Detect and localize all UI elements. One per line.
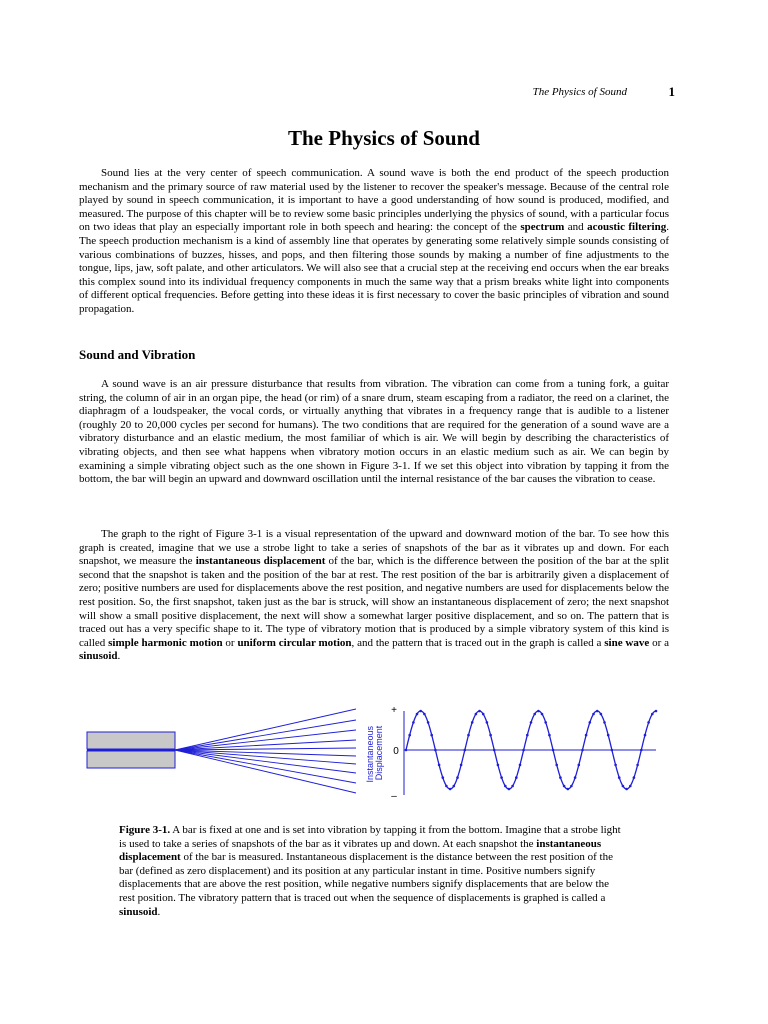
snapshot-point (526, 734, 529, 737)
figure-caption (119, 824, 627, 919)
snapshot-point (574, 776, 577, 779)
page-number: 1 (668, 84, 675, 99)
y-axis-label-line1: Instantaneous (365, 725, 375, 783)
snapshot-point (427, 721, 430, 724)
snapshot-point (478, 710, 481, 713)
snapshot-point (600, 713, 603, 716)
snapshot-point (563, 785, 566, 788)
snapshot-point (530, 721, 533, 724)
snapshot-point (611, 749, 614, 752)
snapshot-point (453, 785, 456, 788)
svg-text:Instantaneous Displaceme (365, 723, 384, 782)
snapshot-point (471, 721, 474, 724)
snapshot-point (489, 734, 492, 737)
snapshot-point (445, 785, 448, 788)
snapshot-point (467, 734, 470, 737)
snapshot-point (636, 764, 639, 767)
snapshot-fan-lines (175, 709, 356, 793)
snapshot-point (423, 713, 426, 716)
snapshot-line (175, 730, 356, 750)
snapshot-point (519, 764, 522, 767)
text-run: or a (649, 636, 669, 649)
snapshot-point (537, 710, 540, 713)
figure-3-1-graphic (86, 703, 658, 803)
snapshot-line (175, 709, 356, 750)
snapshot-point (497, 764, 500, 767)
y-axis-label-line2: Displacement (374, 725, 384, 781)
snapshot-point (548, 734, 551, 737)
term-uniform-circular-motion: uniform circular motion (237, 636, 352, 649)
text-run: . (117, 650, 121, 663)
snapshot-point (618, 776, 621, 779)
y-axis-plus-label: + (391, 705, 397, 716)
snapshot-point (419, 710, 422, 713)
snapshot-point (633, 776, 636, 779)
term-instantaneous-displacement: instantaneous displacement (195, 555, 326, 568)
snapshot-point (570, 785, 573, 788)
text-run: The graph to the right of Figure 3-1 is a visual representation of the upward and downward motion of the bar. To see how this graph is created, imagine that we use a strobe light to take a series of snapshots of the bar as it vibrates up and down. For each snapshot, we measure the (79, 528, 669, 568)
y-axis-minus-label: – (391, 791, 397, 802)
text-run: of the bar is measured. Instantaneous displacement is the distance between the rest position of the bar (defined as zero displacement) and its position at any particular instant in time. Positive numbers signify displacements that are above the rest position, while negative numbers signify displacements that are below the rest position. The vibratory pattern that is traced out when the sequence of displacements is graphed is called a (119, 851, 613, 904)
snapshot-point (596, 710, 599, 713)
vibrating-bar (87, 732, 175, 768)
snapshot-point (442, 776, 445, 779)
snapshot-point (508, 788, 511, 791)
snapshot-point (475, 713, 478, 716)
snapshot-point (434, 749, 437, 752)
snapshot-point (493, 749, 496, 752)
snapshot-point (438, 764, 441, 767)
text-run: of the bar, which is the difference between the position of the bar at the split second that the snapshot is taken and the position of the bar at rest. The rest position of the bar is arbitrarily given a displacement of zero; positive numbers are used for displacements above the rest position, and negative numbers are used for displacements below the rest position. So, the first snapshot, taken just as the bar is struck, will show an instantaneous displacement of zero; the next snapshot will show a small positive displacement, the next will show a somewhat larger positive displacement, and so on. The pattern that is traced out has a very specific shape to it. The type of vibratory motion that is produced by a simple vibratory system of this kind is called (79, 555, 669, 649)
snapshot-point (647, 721, 650, 724)
snapshot-point (651, 713, 654, 716)
snapshot-point (552, 749, 555, 752)
snapshot-point (449, 788, 452, 791)
term-sine-wave: sine wave (604, 636, 650, 649)
text-run: or (222, 636, 238, 649)
snapshot-point (430, 734, 433, 737)
text-run: . The speech production mechanism is a kind of assembly line that operates by generating some relatively simple sounds consisting of various combinations of buzzes, hisses, and pops, and then filtering those sounds by making a number of fine adjustments to the tongue, lips, jaw, soft palate, and other articulators. We will also see that a crucial step at the receiving end occurs when the ear breaks this complex sound into its individual frequency components in much the same way that a prism breaks white light into components of different optical frequencies. Before getting into these ideas it is first necessary to cover the basic principles of vibration and sound propagation. (79, 221, 669, 315)
snapshot-point (578, 764, 581, 767)
text-run: Sound lies at the very center of speech communication. A sound wave is both the end product of the speech production mechanism and the primary source of raw material used by the listener to recover the speaker's message. Because of the central role played by sound in speech communication, it is important to have a good understanding of how sound is produced, modified, and measured. The purpose of this chapter will be to review some basic principles underlying the physics of sound, with a particular focus on two ideas that play an especially important role in both speech and hearing: the concept of the (79, 167, 669, 234)
snapshot-point (486, 721, 489, 724)
bar-upper-half (87, 732, 175, 749)
term-instantaneous-displacement: instantaneous displacement (119, 837, 602, 864)
snapshot-point (555, 764, 558, 767)
snapshot-point (460, 764, 463, 767)
snapshot-point (614, 764, 617, 767)
snapshot-point (581, 749, 584, 752)
snapshot-point (644, 734, 647, 737)
snapshot-point (603, 721, 606, 724)
term-spectrum: spectrum (520, 221, 565, 234)
intro-paragraph (79, 167, 669, 317)
snapshot-point (625, 788, 628, 791)
snapshot-point (607, 734, 610, 737)
snapshot-point (655, 710, 658, 713)
snapshot-point (405, 749, 408, 752)
text-run: , and the pattern that is traced out in the graph is called a (351, 636, 605, 649)
snapshot-point (412, 721, 415, 724)
figure-3-1 (86, 703, 658, 803)
term-sinusoid: sinusoid (79, 650, 118, 663)
running-title: The Physics of Sound (532, 86, 627, 98)
section-heading: Sound and Vibration (79, 347, 196, 362)
text-run: and (564, 221, 588, 234)
snapshot-point (541, 713, 544, 716)
snapshot-point (533, 713, 536, 716)
snapshot-line (175, 720, 356, 750)
bar-lower-half (87, 751, 175, 768)
snapshot-line (175, 750, 356, 793)
term-acoustic-filtering: acoustic filtering (587, 221, 667, 234)
term-sinusoid: sinusoid (119, 905, 158, 918)
sound-vibration-paragraph (79, 378, 669, 487)
text-run: A sound wave is an air pressure disturbance that results from vibration. The vibration can come from a tuning fork, a guitar string, the column of air in an organ pipe, the head (or rim) of a snare drum, steam escaping from a radiator, the reed on a clarinet, the diaphragm of a loudspeaker, the vocal cords, or virtually anything that vibrates in a frequency range that is audible to a listener (roughly 20 to 20,000 cycles per second for humans). The two conditions that are required for the generation of a sound wave are a vibratory disturbance and an elastic medium, the most familiar of which is air. We will begin by describing the characteristics of vibrating objects, and then see what happens when vibratory motion occurs in an elastic medium such as air. We can begin by examining a simple vibrating object such as the one shown in Figure 3-1. If we set this object into vibration by tapping it from the bottom, the bar will begin an upward and downward oscillation until the internal resistance of the bar causes the vibration to cease. (79, 378, 669, 486)
snapshot-point (544, 721, 547, 724)
snapshot-point (629, 785, 632, 788)
snapshot-point (416, 713, 419, 716)
snapshot-point (515, 776, 518, 779)
snapshot-point (482, 713, 485, 716)
snapshot-point (585, 734, 588, 737)
snapshot-point (500, 776, 503, 779)
caption-label: Figure 3-1. (119, 824, 171, 836)
text-run: A bar is fixed at one and is set into vibration by tapping it from the bottom. Imagine that a strobe light is used to take a series of snapshots of the bar as it vibrates up and down. At each snapshot the (119, 824, 621, 850)
snapshot-point (589, 721, 592, 724)
snapshot-point (640, 749, 643, 752)
graph-paragraph (79, 528, 669, 664)
snapshot-point (522, 749, 525, 752)
snapshot-point (511, 785, 514, 788)
term-simple-harmonic-motion: simple harmonic motion (108, 636, 223, 649)
text-run: . (157, 905, 161, 918)
snapshot-point (456, 776, 459, 779)
y-axis-zero-label: 0 (393, 746, 399, 757)
snapshot-point (408, 734, 411, 737)
snapshot-point (464, 749, 467, 752)
snapshot-point (622, 785, 625, 788)
snapshot-point (592, 713, 595, 716)
snapshot-point (559, 776, 562, 779)
snapshot-point (504, 785, 507, 788)
page-title: The Physics of Sound (288, 126, 480, 150)
snapshot-point (567, 788, 570, 791)
